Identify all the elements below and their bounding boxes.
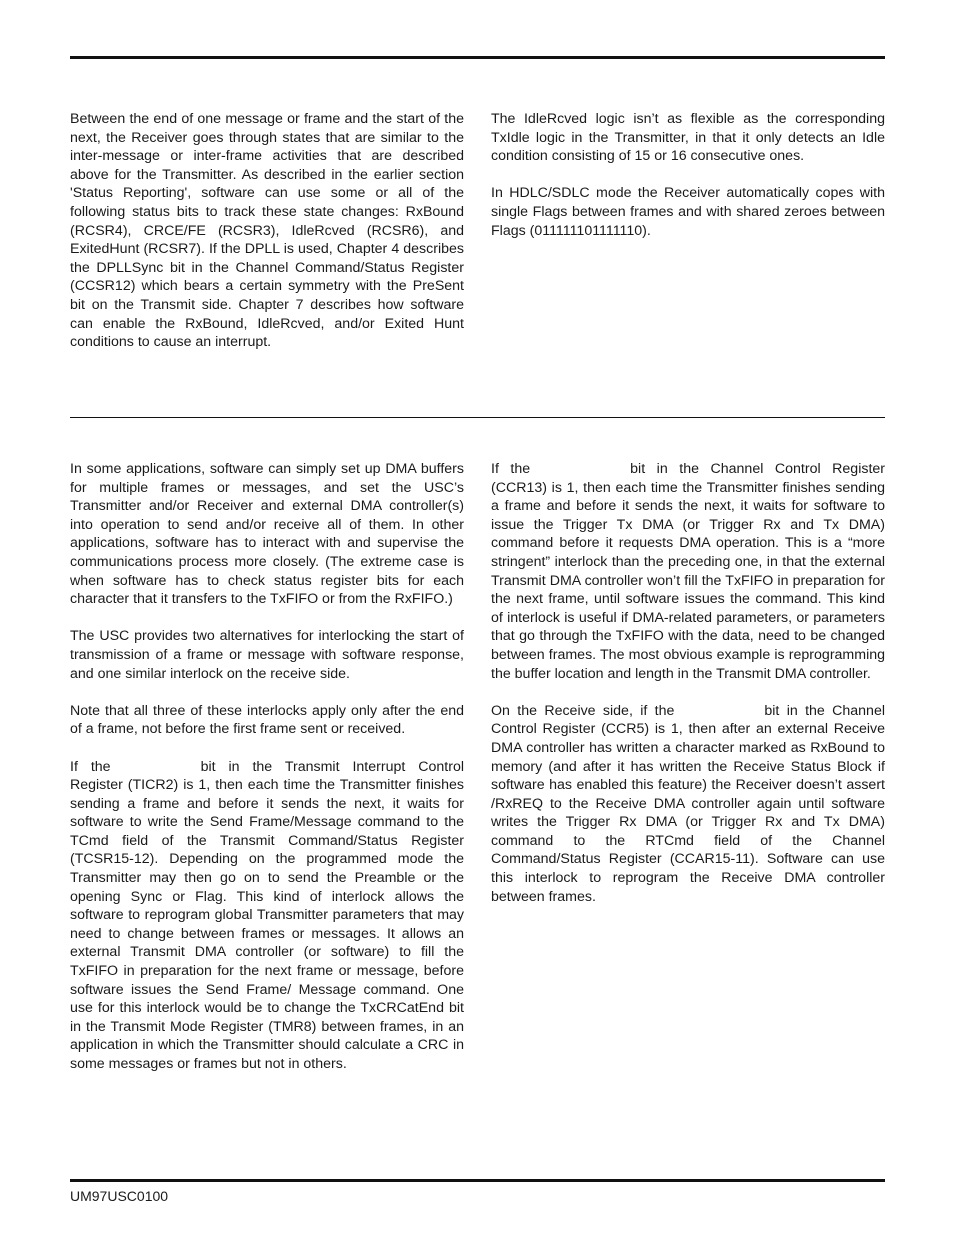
- paragraph-receiver-states: Between the end of one message or frame and the start of the next, the Receiver goes through states that are similar to the inter-message or inter-frame activities that are described above for the Transmitter. As described in the earlier section 'Status Reporting', software can use some or all of the following status bits to track these state changes: RxBound (RCSR4), CRCE/FE (RCSR3), IdleRcved (RCSR6), and ExitedHunt (RCSR7). If the DPLL is used, Chapter 4 describes the DPLLSync bit in the Channel Command/Status Register (CCSR12) which bears a certain symmetry with the PreSent bit on the Transmit side. Chapter 7 describes how software can enable the RxBound, IdleRcved, and/or Exited Hunt conditions to cause an interrupt.: [70, 111, 464, 351]
- top-rule: [70, 56, 885, 59]
- paragraph-interlock-alternatives: The USC provides two alternatives for interlocking the start of transmission of a frame or message with software response, and one similar interlock on the receive side.: [70, 628, 464, 682]
- text-transmit-interlock-body: bit in the Transmit Interrupt Control Register (TICR2) is 1, then each time the Transmitter finishes sending a frame and before it sends the next, it waits for software to write the Send Frame/Message command to the TCmd field of the Transmit Command/Status Register (TCSR15-12). Depending on the programmed mode the Transmitter may then go on to send the Preamble or the opening Sync or Flag. This kind of interlock allows the software to reprogram global Transmitter parameters that may need to change between frames or messages. It allows an external Transmit DMA controller (or software) to fill the TxFIFO in preparation for the next frame or message, before software issues the Send Frame/ Message command. One use for this interlock would be to change the TxCRCatEnd bit in the Transmit Mode Register (TMR8) between frames, in an application in which the Transmitter should calculate a CRC in some messages or frames but not in others.: [70, 758, 464, 1072]
- text-dma-interlock-body: bit in the Channel Control Register (CCR13) is 1, then each time the Transmitter finishes sending a frame and before it sends the next, it waits for software to issue the Trigger Tx DMA (or Trigger Rx and Tx DMA) command before it requests DMA operation. This is a “more stringent” interlock than the preceding one, in that the external Transmit DMA controller won’t fill the TxFIFO in preparation for the next frame, until software issues the command. This kind of interlock is useful if DMA-related parameters, or parameters that go through the TxFIFO with the data, need to be changed between frames. The most obvious example is reprogramming the buffer location and length in the Transmit DMA controller.: [491, 461, 885, 682]
- paragraph-hdlc-flags: In HDLC/SDLC mode the Receiver automatically copes with single Flags between frames and with shared zeroes between Flags (011111101111110).: [491, 185, 885, 239]
- section2-right-column: [491, 460, 885, 925]
- paragraph-receive-interlock: [491, 702, 885, 907]
- text-on-receive-side: On the Receive side, if the: [491, 702, 675, 719]
- section2-left-column: [70, 460, 464, 1092]
- paragraph-interlock-note: Note that all three of these interlocks apply only after the end of a frame, not before the first frame sent or received.: [70, 702, 464, 738]
- paragraph-dma-buffers: In some applications, software can simply set up DMA buffers for multiple frames or messages, and set the USC’s Transmitter and/or Receiver and external DMA controller(s) into operation to send and/or receive all of them. In other applications, software has to interact with and supervise the communications process more closely. (The extreme case is when software has to check status register bits for each character that it transfers to the TxFIFO or from the RxFIFO.): [70, 461, 464, 608]
- text-if-the: If the: [70, 758, 111, 775]
- section1-right-column: [491, 110, 885, 259]
- paragraph-idlercved-logic: The IdleRcved logic isn’t as flexible as the corresponding TxIdle logic in the Transmitter, in that it only detects an Idle condition consisting of 15 or 16 consecutive ones.: [491, 111, 885, 165]
- paragraph-dma-interlock: [491, 460, 885, 683]
- section1-left-column: [70, 110, 464, 370]
- bottom-rule: [70, 1179, 885, 1182]
- section-divider: [70, 417, 885, 418]
- text-receive-interlock-body: bit in the Channel Control Register (CCR5) is 1, then after an external Receive DMA controller has written a character marked as RxBound to memory (and after it has written the Receive Status Block if software has enabled this feature) the Receiver doesn’t assert /RxREQ to the Receive DMA controller again until software writes the Trigger Rx DMA (or Trigger Rx and Tx DMA) command to the RTCmd field of the Channel Command/Status Register (CCAR15-11). Software can use this interlock to reprogram the Receive DMA controller between frames.: [491, 702, 885, 905]
- paragraph-transmit-interlock: [70, 758, 464, 1074]
- footer-doc-id: UM97USC0100: [70, 1188, 169, 1204]
- text-if-the: If the: [491, 461, 531, 477]
